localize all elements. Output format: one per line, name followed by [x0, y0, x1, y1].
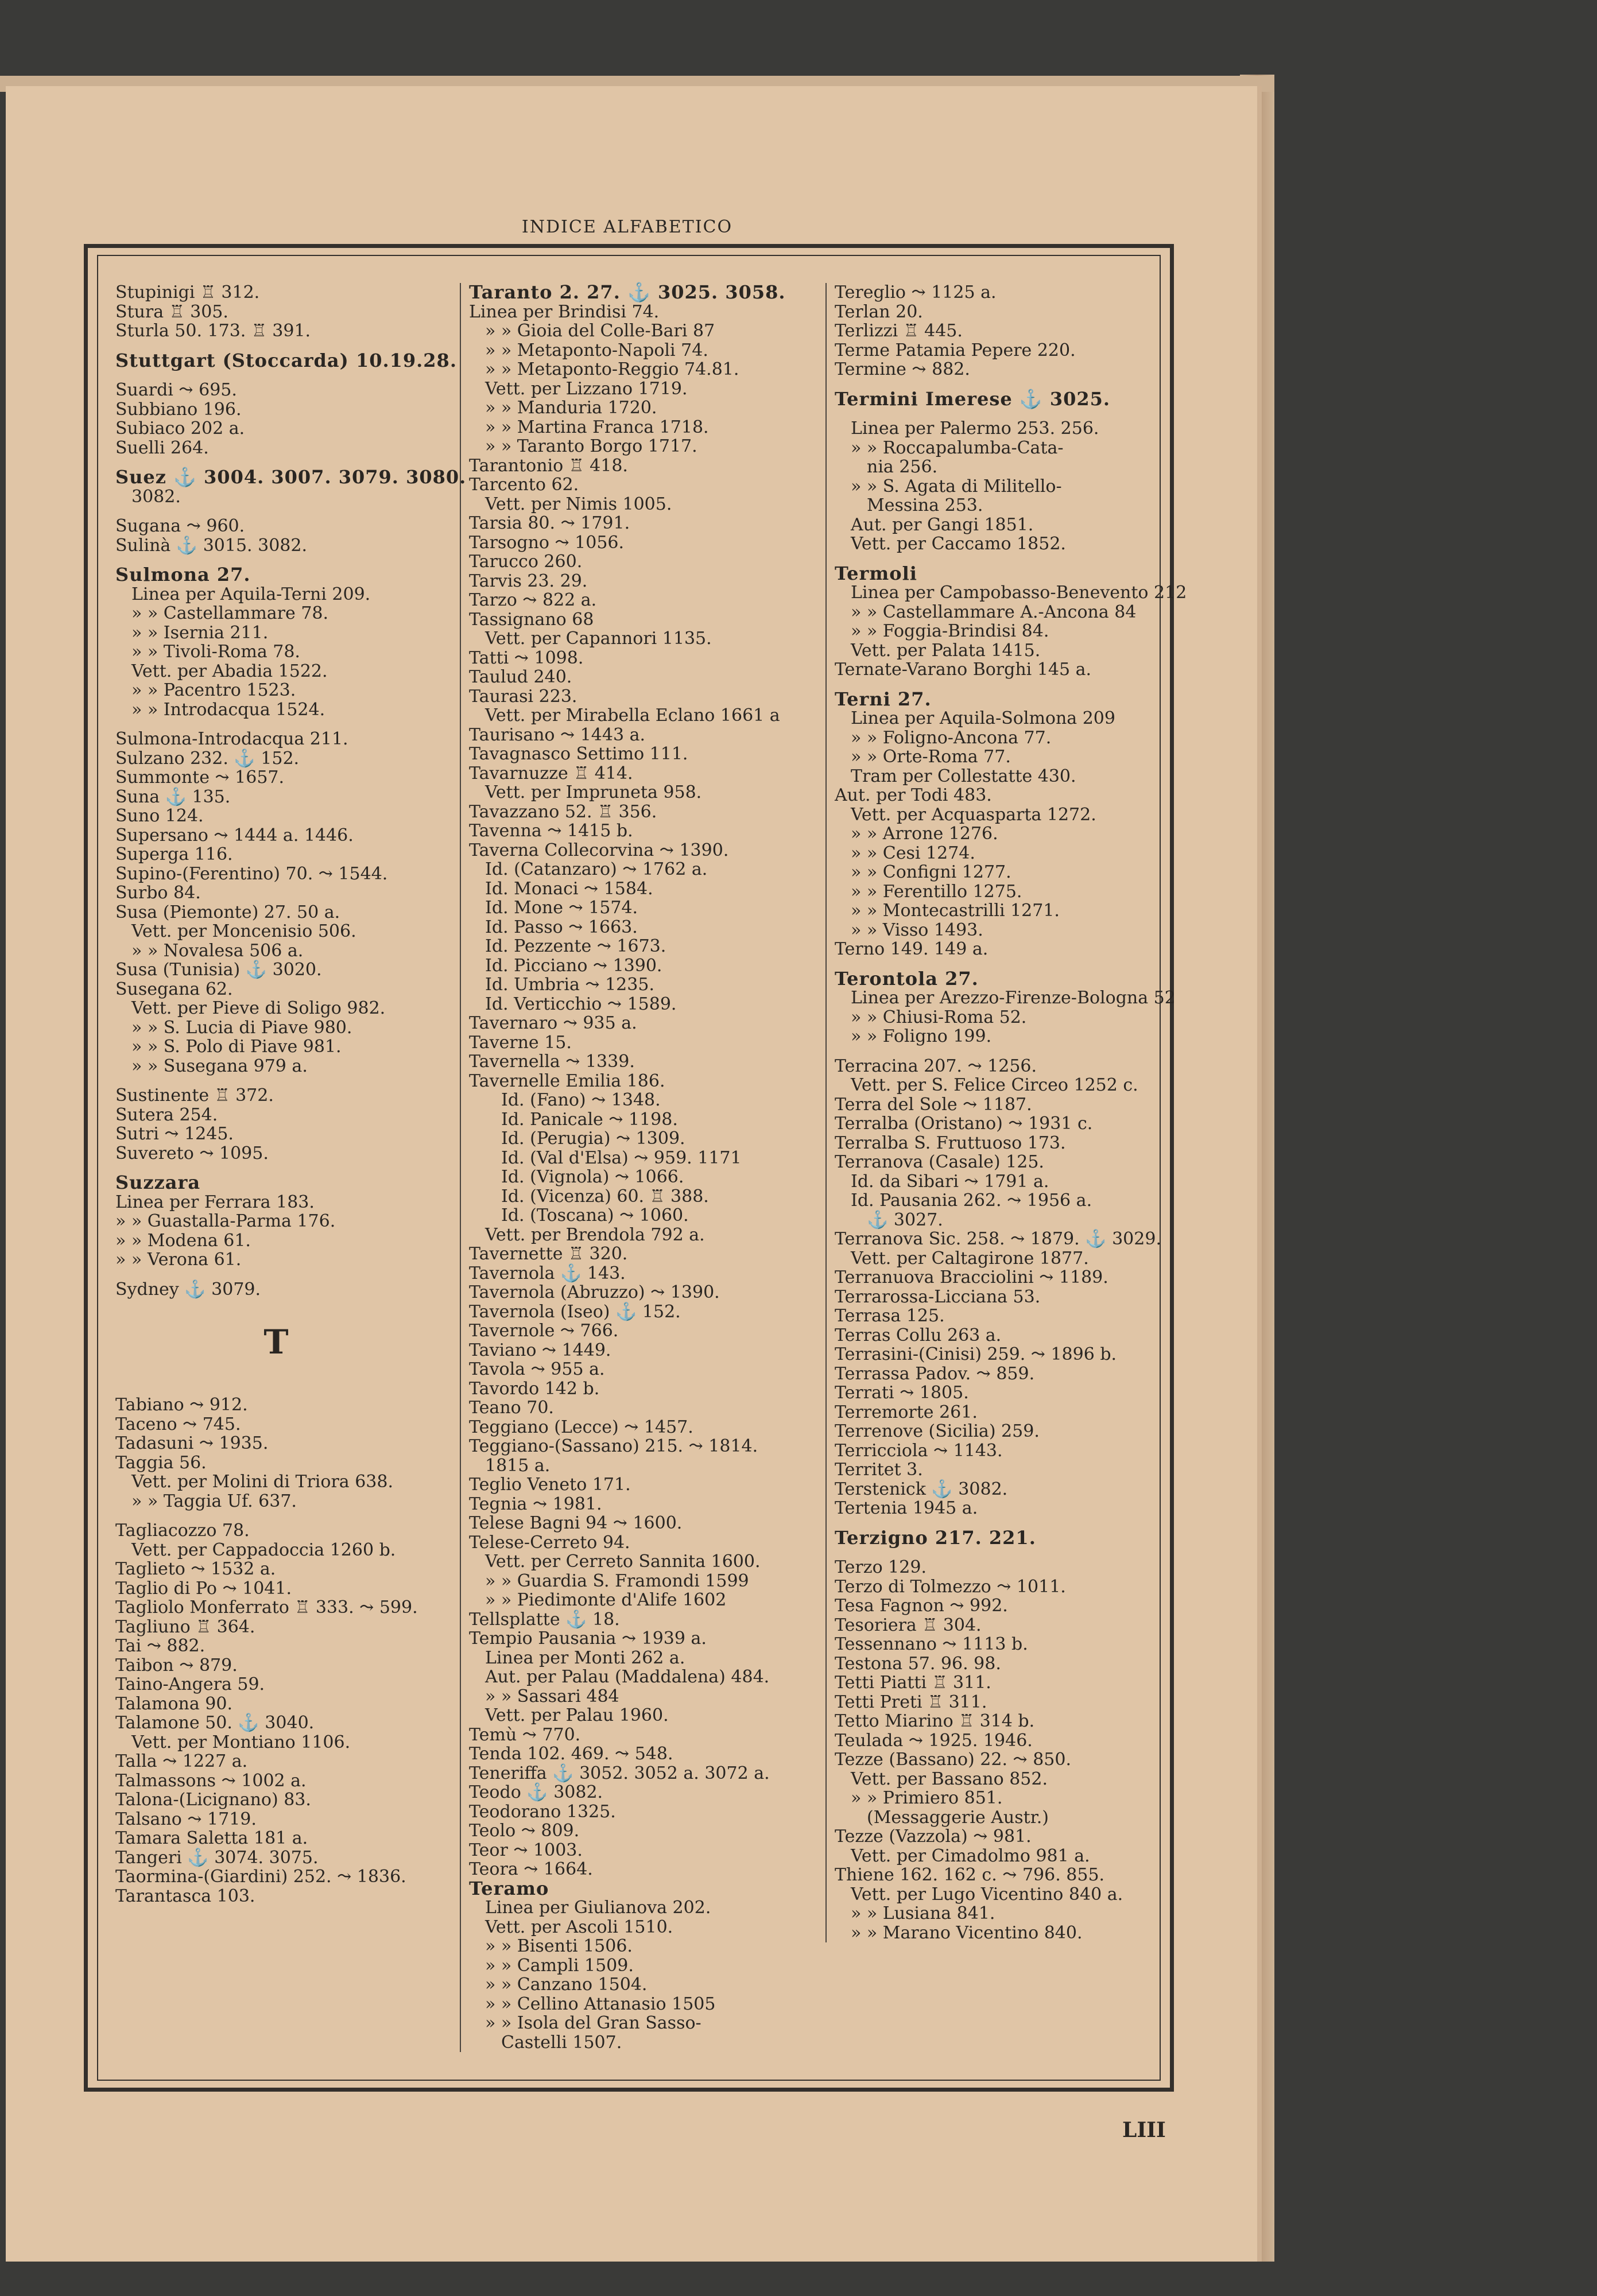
- index-entry: Vett. per Ascoli 1510.: [485, 1917, 673, 1937]
- index-entry: Id. (Fano) ⤳ 1348.: [501, 1090, 661, 1110]
- index-entry: Teodo ⚓ 3082.: [469, 1782, 603, 1802]
- index-entry: Terlizzi ♖ 445.: [835, 321, 963, 341]
- index-entry: Tavernola (Abruzzo) ⤳ 1390.: [469, 1282, 720, 1302]
- index-entry: Sydney ⚓ 3079.: [115, 1279, 261, 1300]
- index-entry: Tessennano ⤳ 1113 b.: [835, 1634, 1028, 1654]
- index-entry: Tavenna ⤳ 1415 b.: [469, 821, 633, 841]
- index-entry: Tagliolo Monferrato ♖ 333. ⤳ 599.: [115, 1597, 418, 1618]
- index-entry: Teulada ⤳ 1925. 1946.: [835, 1730, 1033, 1751]
- index-entry: Tarsia 80. ⤳ 1791.: [469, 513, 630, 533]
- index-entry: Vett. per Moncenisio 506.: [131, 921, 356, 941]
- index-entry: Tesa Fagnon ⤳ 992.: [835, 1596, 1008, 1616]
- index-entry: Terzo 129.: [835, 1557, 927, 1577]
- index-entry: Id. Monaci ⤳ 1584.: [485, 878, 653, 899]
- index-entry: Tegnia ⤳ 1981.: [469, 1494, 602, 1514]
- index-entry: Vett. per Cerreto Sannita 1600.: [485, 1552, 761, 1572]
- index-entry: Tarucco 260.: [469, 552, 583, 572]
- index-entry: Terras Collu 263 a.: [835, 1325, 1002, 1345]
- index-entry: Tarantasca 103.: [115, 1886, 255, 1906]
- index-entry: Vett. per Lugo Vicentino 840 a.: [851, 1884, 1123, 1905]
- index-entry: Tagliacozzo 78.: [115, 1521, 250, 1541]
- index-entry: Taibon ⤳ 879.: [115, 1655, 238, 1676]
- index-entry: Subiaco 202 a.: [115, 418, 245, 439]
- index-entry: Teolo ⤳ 809.: [469, 1821, 580, 1841]
- index-entry: » » Orte-Roma 77.: [851, 747, 1011, 767]
- index-entry: Tarcento 62.: [469, 475, 579, 495]
- index-entry: » » Isola del Gran Sasso-: [485, 2013, 701, 2033]
- index-entry: Sulinà ⚓ 3015. 3082.: [115, 535, 307, 556]
- index-entry: Supersano ⤳ 1444 a. 1446.: [115, 825, 354, 846]
- index-entry: Taino-Angera 59.: [115, 1674, 265, 1694]
- index-entry: Terranuova Bracciolini ⤳ 1189.: [835, 1267, 1108, 1287]
- index-frame: [84, 244, 1187, 2092]
- index-entry: Talsano ⤳ 1719.: [115, 1809, 257, 1829]
- index-entry: » » Guardia S. Framondi 1599: [485, 1570, 749, 1591]
- index-entry: Tamara Saletta 181 a.: [115, 1828, 308, 1848]
- index-entry: » » Foggia-Brindisi 84.: [851, 621, 1049, 641]
- index-entry: Vett. per Mirabella Eclano 1661 a: [485, 705, 780, 726]
- index-entry: Tavernella ⤳ 1339.: [469, 1052, 635, 1072]
- index-entry: Sustinente ♖ 372.: [115, 1085, 274, 1106]
- spacer: [115, 1385, 437, 1395]
- index-entry: Terlan 20.: [835, 301, 923, 322]
- index-entry: Stupinigi ♖ 312.: [115, 282, 260, 302]
- index-entry: » » Susegana 979 a.: [131, 1056, 308, 1076]
- index-entry: Id. Mone ⤳ 1574.: [485, 898, 638, 918]
- index-entry: » » Manduria 1720.: [485, 398, 657, 418]
- index-entry: Vett. per Brendola 792 a.: [485, 1224, 705, 1245]
- index-entry: Taglieto ⤳ 1532 a.: [115, 1559, 276, 1579]
- index-entry: Id. (Vicenza) 60. ♖ 388.: [501, 1186, 709, 1207]
- index-entry: Linea per Aquila-Solmona 209: [851, 708, 1115, 728]
- index-entry: Vett. per Montiano 1106.: [131, 1732, 351, 1752]
- index-entry: » » Tivoli-Roma 78.: [131, 642, 300, 662]
- index-entry: Tereglio ⤳ 1125 a.: [835, 282, 997, 302]
- index-entry: Teor ⤳ 1003.: [469, 1840, 583, 1860]
- index-entry: Linea per Campobasso-Benevento 212: [851, 583, 1187, 603]
- index-entry: Tezze (Vazzola) ⤳ 981.: [835, 1826, 1032, 1847]
- index-entry: » » Taranto Borgo 1717.: [485, 436, 697, 456]
- spacer: [835, 1046, 1179, 1057]
- index-entry: Tenda 102. 469. ⤳ 548.: [469, 1744, 673, 1764]
- spacer: [115, 370, 437, 381]
- index-entry: Tetto Miarino ♖ 314 b.: [835, 1711, 1035, 1731]
- index-entry: Suno 124.: [115, 806, 204, 826]
- index-heading: Taranto 2. 27. ⚓ 3025. 3058.: [469, 281, 786, 303]
- index-entry: Terremorte 261.: [835, 1402, 978, 1422]
- index-entry: » » Taggia Uf. 637.: [131, 1491, 297, 1511]
- index-entry: Tezze (Bassano) 22. ⤳ 850.: [835, 1750, 1071, 1770]
- index-entry: » » S. Lucia di Piave 980.: [131, 1017, 352, 1038]
- index-entry: Teggiano (Lecce) ⤳ 1457.: [469, 1417, 693, 1437]
- index-entry: ⚓ 3027.: [867, 1209, 943, 1230]
- index-entry: Terme Patamia Pepere 220.: [835, 340, 1076, 360]
- index-entry: Tertenia 1945 a.: [835, 1498, 978, 1518]
- index-entry: Tagliuno ♖ 364.: [115, 1616, 255, 1637]
- index-entry: Supino-(Ferentino) 70. ⤳ 1544.: [115, 863, 388, 884]
- index-heading: Suez ⚓ 3004. 3007. 3079. 3080.: [115, 466, 467, 488]
- index-entry: Teneriffa ⚓ 3052. 3052 a. 3072 a.: [469, 1763, 770, 1783]
- index-entry: Messina 253.: [867, 495, 983, 515]
- page-header: INDICE ALFABETICO: [521, 217, 733, 237]
- index-entry: Id. Passo ⤳ 1663.: [485, 917, 638, 937]
- index-entry: » » Campli 1509.: [485, 1955, 634, 1976]
- index-entry: Tavernola ⚓ 143.: [469, 1263, 626, 1283]
- index-entry: » » Gioia del Colle-Bari 87: [485, 321, 715, 341]
- index-entry: » » Cellino Attanasio 1505: [485, 1994, 716, 2014]
- index-entry: Testona 57. 96. 98.: [835, 1653, 1001, 1674]
- index-entry: Id. (Perugia) ⤳ 1309.: [501, 1128, 685, 1149]
- index-entry: Id. Pezzente ⤳ 1673.: [485, 936, 666, 956]
- index-entry: Vett. per Molini di Triora 638.: [131, 1472, 394, 1492]
- index-entry: » » Metaponto-Reggio 74.81.: [485, 359, 739, 379]
- index-entry: Vett. per Cimadolmo 981 a.: [851, 1845, 1090, 1866]
- index-entry: Taceno ⤳ 745.: [115, 1414, 241, 1434]
- index-entry: Terstenick ⚓ 3082.: [835, 1479, 1008, 1499]
- index-entry: Telese-Cerreto 94.: [469, 1532, 630, 1553]
- index-entry: Tabiano ⤳ 912.: [115, 1395, 248, 1415]
- index-entry: Id. (Vignola) ⤳ 1066.: [501, 1167, 684, 1187]
- index-entry: Talla ⤳ 1227 a.: [115, 1751, 248, 1771]
- index-entry: Termine ⤳ 882.: [835, 359, 970, 379]
- index-entry: Superga 116.: [115, 844, 233, 864]
- index-entry: Vett. per Lizzano 1719.: [485, 378, 688, 399]
- index-entry: Vett. per Pieve di Soligo 982.: [131, 998, 386, 1018]
- index-entry: Vett. per Bassano 852.: [851, 1768, 1048, 1789]
- index-entry: Linea per Ferrara 183.: [115, 1192, 315, 1212]
- index-entry: Susegana 62.: [115, 979, 233, 999]
- index-entry: » » Pacentro 1523.: [131, 680, 296, 700]
- index-entry: » » Foligno 199.: [851, 1026, 992, 1046]
- index-heading: Terontola 27.: [835, 967, 979, 990]
- index-entry: Taggia 56.: [115, 1452, 207, 1473]
- index-entry: » » Verona 61.: [115, 1250, 242, 1270]
- index-entry: » » Montecastrilli 1271.: [851, 901, 1060, 921]
- index-entry: Ternate-Varano Borghi 145 a.: [835, 660, 1092, 680]
- index-entry: Taverne 15.: [469, 1032, 572, 1053]
- index-entry: Linea per Monti 262 a.: [485, 1647, 685, 1668]
- index-entry: Teglio Veneto 171.: [469, 1475, 631, 1495]
- index-entry: Taurasi 223.: [469, 686, 577, 707]
- index-entry: » » Marano Vicentino 840.: [851, 1922, 1083, 1943]
- index-entry: Id. da Sibari ⤳ 1791 a.: [851, 1171, 1049, 1192]
- index-entry: Terricciola ⤳ 1143.: [835, 1440, 1003, 1461]
- index-entry: Suelli 264.: [115, 437, 209, 458]
- index-entry: Id. Panicale ⤳ 1198.: [501, 1109, 678, 1130]
- index-entry: Terrassa Padov. ⤳ 859.: [835, 1363, 1035, 1384]
- index-entry: Thiene 162. 162 c. ⤳ 796. 855.: [835, 1865, 1105, 1885]
- index-entry: Surbo 84.: [115, 883, 201, 903]
- spacer: [835, 409, 1179, 419]
- index-entry: Suvereto ⤳ 1095.: [115, 1143, 269, 1163]
- section-letter: T: [263, 1322, 289, 1362]
- spacer: [115, 1511, 437, 1521]
- index-entry: Tavernole ⤳ 766.: [469, 1321, 619, 1341]
- index-entry: Castelli 1507.: [501, 2032, 622, 2053]
- index-entry: Sulzano 232. ⚓ 152.: [115, 748, 300, 769]
- index-heading: Teramo: [469, 1877, 549, 1899]
- index-entry: Tai ⤳ 882.: [115, 1636, 206, 1656]
- index-entry: Tavarnuzze ♖ 414.: [469, 763, 633, 784]
- index-entry: Id. (Toscana) ⤳ 1060.: [501, 1205, 689, 1225]
- index-entry: Talmassons ⤳ 1002 a.: [115, 1770, 307, 1791]
- index-entry: Id. (Catanzaro) ⤳ 1762 a.: [485, 859, 708, 879]
- index-entry: Linea per Arezzo-Firenze-Bologna 52: [851, 988, 1176, 1008]
- index-entry: » » Primiero 851.: [851, 1788, 1003, 1808]
- index-entry: Territet 3.: [835, 1460, 923, 1480]
- index-entry: Taormina-(Giardini) 252. ⤳ 1836.: [115, 1867, 406, 1887]
- index-entry: » » Guastalla-Parma 176.: [115, 1211, 336, 1231]
- index-entry: Tarzo ⤳ 822 a.: [469, 590, 597, 610]
- index-entry: Terrasini-(Cinisi) 259. ⤳ 1896 b.: [835, 1344, 1117, 1364]
- index-entry: nia 256.: [867, 457, 938, 477]
- index-entry: Tavola ⤳ 955 a.: [469, 1359, 605, 1379]
- index-entry: Talamone 50. ⚓ 3040.: [115, 1713, 315, 1733]
- index-column-1: [115, 282, 467, 1906]
- index-entry: 3082.: [131, 486, 181, 507]
- index-entry: Terno 149. 149 a.: [835, 939, 989, 959]
- index-entry: Teora ⤳ 1664.: [469, 1859, 593, 1879]
- spacer: [115, 506, 437, 517]
- index-entry: Tavazzano 52. ♖ 356.: [469, 801, 657, 822]
- index-entry: Vett. per Palata 1415.: [851, 640, 1041, 661]
- index-entry: Terracina 207. ⤳ 1256.: [835, 1056, 1037, 1076]
- index-heading: Terni 27.: [835, 688, 932, 710]
- index-entry: Tassignano 68: [469, 609, 594, 630]
- index-entry: Tellsplatte ⚓ 18.: [469, 1609, 620, 1630]
- index-entry: » » Ferentillo 1275.: [851, 881, 1022, 902]
- index-entry: Talamona 90.: [115, 1693, 233, 1714]
- index-entry: Vett. per Impruneta 958.: [485, 782, 702, 802]
- index-entry: Sutera 254.: [115, 1104, 218, 1125]
- index-entry: » » Cesi 1274.: [851, 843, 975, 863]
- index-entry: Telese Bagni 94 ⤳ 1600.: [469, 1513, 683, 1533]
- index-entry: Id. Pausania 262. ⤳ 1956 a.: [851, 1190, 1092, 1211]
- index-entry: Tarantonio ♖ 418.: [469, 455, 628, 476]
- index-entry: Terrasa 125.: [835, 1306, 945, 1326]
- index-entry: Vett. per Nimis 1005.: [485, 494, 672, 514]
- index-entry: Tetti Piatti ♖ 311.: [835, 1673, 991, 1693]
- index-entry: Id. Verticchio ⤳ 1589.: [485, 994, 677, 1014]
- index-entry: Tarvis 23. 29.: [469, 571, 588, 591]
- index-heading: Termoli: [835, 562, 917, 584]
- index-entry: » » S. Polo di Piave 981.: [131, 1037, 342, 1057]
- index-entry: Terrarossa-Licciana 53.: [835, 1286, 1041, 1307]
- index-entry: Subbiano 196.: [115, 399, 242, 420]
- index-entry: Vett. per Palau 1960.: [485, 1705, 669, 1725]
- index-entry: Terrati ⤳ 1805.: [835, 1383, 969, 1403]
- index-entry: » » Novalesa 506 a.: [131, 940, 304, 961]
- index-entry: » » Roccapalumba-Cata-: [851, 437, 1064, 458]
- index-entry: » » S. Agata di Militello-: [851, 476, 1062, 497]
- index-entry: Vett. per Caltagirone 1877.: [851, 1248, 1089, 1269]
- spacer: [115, 1270, 437, 1280]
- index-entry: Tatti ⤳ 1098.: [469, 647, 584, 668]
- index-entry: Tarsogno ⤳ 1056.: [469, 532, 625, 553]
- spacer: [835, 1548, 1179, 1558]
- index-entry: Suardi ⤳ 695.: [115, 380, 237, 400]
- index-heading: Sulmona 27.: [115, 564, 251, 585]
- index-entry: Tavernelle Emilia 186.: [469, 1071, 665, 1091]
- index-entry: Sutri ⤳ 1245.: [115, 1124, 234, 1144]
- index-entry: Linea per Giulianova 202.: [485, 1898, 711, 1918]
- index-entry: Sulmona-Introdacqua 211.: [115, 729, 348, 749]
- index-entry: » » Canzano 1504.: [485, 1975, 648, 1995]
- index-entry: Linea per Aquila-Terni 209.: [131, 584, 371, 604]
- page-number: LIII: [1122, 2118, 1166, 2142]
- index-entry: Taglio di Po ⤳ 1041.: [115, 1578, 292, 1599]
- index-entry: Taviano ⤳ 1449.: [469, 1340, 611, 1360]
- index-entry: Taulud 240.: [469, 667, 572, 687]
- index-entry: Tempio Pausania ⤳ 1939 a.: [469, 1628, 707, 1649]
- index-entry: Vett. per Caccamo 1852.: [851, 534, 1066, 554]
- index-entry: » » Configni 1277.: [851, 862, 1011, 882]
- index-entry: » » Martina Franca 1718.: [485, 417, 709, 437]
- index-entry: » » Lusiana 841.: [851, 1903, 995, 1923]
- index-entry: Tavernola (Iseo) ⚓ 152.: [469, 1301, 681, 1322]
- index-entry: » » Introdacqua 1524.: [131, 699, 325, 720]
- index-entry: » » Piedimonte d'Alife 1602: [485, 1590, 727, 1610]
- index-column-3: [825, 282, 1187, 1943]
- index-heading: Suzzara: [115, 1172, 201, 1193]
- index-entry: » » Chiusi-Roma 52.: [851, 1007, 1027, 1027]
- index-entry: Tetti Preti ♖ 311.: [835, 1692, 987, 1712]
- index-entry: Id. Umbria ⤳ 1235.: [485, 975, 654, 995]
- index-entry: Teggiano-(Sassano) 215. ⤳ 1814.: [469, 1436, 758, 1456]
- index-heading: Stuttgart (Stoccarda) 10.19.28.: [115, 349, 457, 371]
- index-entry: Linea per Palermo 253. 256.: [851, 418, 1099, 439]
- index-heading: Terzigno 217. 221.: [835, 1526, 1036, 1549]
- index-entry: Suna ⚓ 135.: [115, 786, 231, 807]
- index-entry: » » Bisenti 1506.: [485, 1936, 633, 1956]
- index-column-2: [460, 283, 819, 2052]
- index-entry: Vett. per Abadia 1522.: [131, 661, 328, 681]
- index-entry: Tavagnasco Settimo 111.: [469, 744, 688, 764]
- index-entry: Terrenove (Sicilia) 259.: [835, 1421, 1040, 1441]
- index-entry: Tavordo 142 b.: [469, 1378, 600, 1399]
- index-entry: Aut. per Todi 483.: [835, 785, 992, 805]
- index-entry: (Messaggerie Austr.): [867, 1807, 1049, 1828]
- index-entry: Vett. per Cappadoccia 1260 b.: [131, 1539, 396, 1560]
- index-entry: » » Castellammare 78.: [131, 603, 329, 623]
- index-entry: Susa (Tunisia) ⚓ 3020.: [115, 960, 322, 980]
- spacer: [115, 1076, 437, 1086]
- index-entry: Terzo di Tolmezzo ⤳ 1011.: [835, 1576, 1066, 1597]
- index-entry: Aut. per Palau (Maddalena) 484.: [485, 1667, 770, 1687]
- index-entry: Vett. per Capannori 1135.: [485, 629, 712, 649]
- index-entry: Tangeri ⚓ 3074. 3075.: [115, 1847, 319, 1868]
- index-entry: Talona-(Licignano) 83.: [115, 1790, 311, 1810]
- index-entry: Linea per Brindisi 74.: [469, 301, 660, 322]
- index-entry: Taverna Collecorvina ⤳ 1390.: [469, 840, 729, 860]
- index-entry: Id. (Val d'Elsa) ⤳ 959. 1171: [501, 1147, 742, 1168]
- index-frame-inner: [97, 255, 1187, 2081]
- index-entry: Terra del Sole ⤳ 1187.: [835, 1094, 1032, 1115]
- index-entry: Tadasuni ⤳ 1935.: [115, 1433, 269, 1453]
- index-entry: » » Castellammare A.-Ancona 84: [851, 602, 1137, 622]
- index-heading: Termini Imerese ⚓ 3025.: [835, 387, 1111, 410]
- index-entry: » » Sassari 484: [485, 1686, 619, 1707]
- index-entry: Tavernette ♖ 320.: [469, 1244, 628, 1264]
- index-entry: 1815 a.: [485, 1455, 551, 1476]
- index-entry: Terranova (Casale) 125.: [835, 1152, 1044, 1172]
- index-entry: » » Arrone 1276.: [851, 824, 998, 844]
- index-entry: » » Metaponto-Napoli 74.: [485, 340, 708, 360]
- index-entry: Temù ⤳ 770.: [469, 1724, 581, 1745]
- index-entry: Sturla 50. 173. ♖ 391.: [115, 321, 311, 341]
- index-entry: Tesoriera ♖ 304.: [835, 1615, 982, 1635]
- index-entry: » » Modena 61.: [115, 1230, 251, 1251]
- index-entry: Sugana ⤳ 960.: [115, 516, 245, 536]
- index-entry: Terralba (Oristano) ⤳ 1931 c.: [835, 1114, 1093, 1134]
- index-entry: Tram per Collestatte 430.: [851, 766, 1076, 786]
- index-entry: » » Isernia 211.: [131, 622, 269, 643]
- index-entry: Terranova Sic. 258. ⤳ 1879. ⚓ 3029.: [835, 1229, 1161, 1249]
- index-entry: Aut. per Gangi 1851.: [851, 514, 1034, 535]
- index-entry: Teodorano 1325.: [469, 1801, 616, 1822]
- index-entry: Terralba S. Fruttuoso 173.: [835, 1133, 1066, 1153]
- index-entry: Susa (Piemonte) 27. 50 a.: [115, 902, 340, 922]
- index-entry: Teano 70.: [469, 1398, 554, 1418]
- index-entry: Id. Picciano ⤳ 1390.: [485, 955, 662, 976]
- index-entry: » » Foligno-Ancona 77.: [851, 727, 1052, 748]
- index-entry: Summonte ⤳ 1657.: [115, 767, 285, 788]
- index-entry: Vett. per Acquasparta 1272.: [851, 804, 1096, 825]
- index-entry: Stura ♖ 305.: [115, 301, 228, 322]
- index-entry: Tavernaro ⤳ 935 a.: [469, 1013, 637, 1033]
- index-entry: » » Visso 1493.: [851, 920, 983, 940]
- index-entry: Vett. per S. Felice Circeo 1252 c.: [851, 1075, 1138, 1095]
- spacer: [115, 719, 437, 730]
- index-entry: Taurisano ⤳ 1443 a.: [469, 724, 646, 745]
